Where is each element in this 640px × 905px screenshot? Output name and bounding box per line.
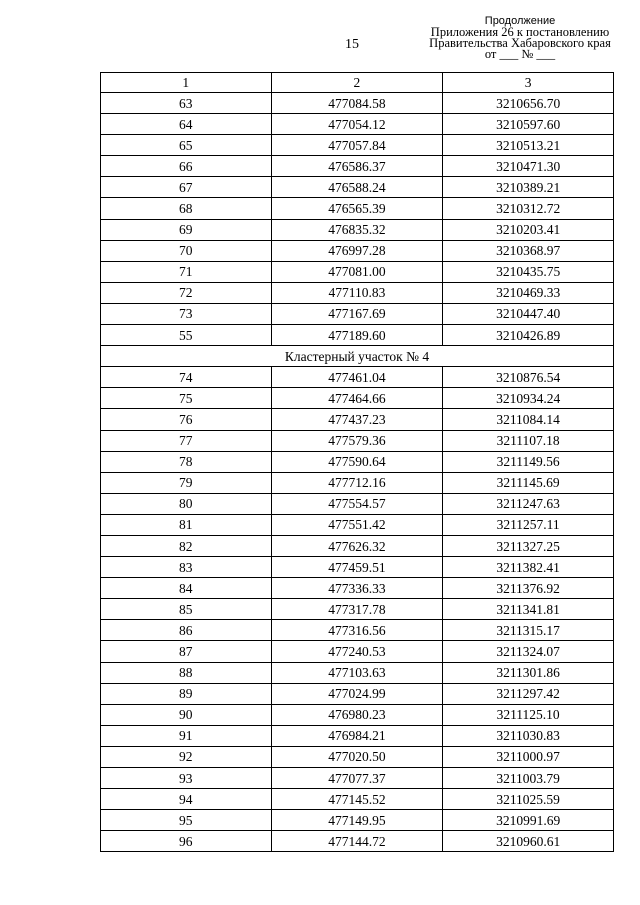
table-row (101, 282, 614, 303)
table-row (101, 493, 614, 514)
x-coordinate-cell: 477054.12 (271, 114, 443, 135)
coordinates-table (100, 72, 614, 852)
point-number-cell: 69 (101, 219, 272, 240)
point-number-cell: 82 (101, 535, 272, 556)
x-coordinate-cell: 477626.32 (271, 535, 443, 556)
x-coordinate-cell: 476835.32 (271, 219, 443, 240)
point-number-cell: 78 (101, 451, 272, 472)
table-row (101, 325, 614, 346)
x-coordinate-cell: 477459.51 (271, 557, 443, 578)
y-coordinate-cell: 3210513.21 (443, 135, 614, 156)
y-coordinate-cell: 3211000.97 (443, 746, 614, 767)
x-coordinate-cell: 477712.16 (271, 472, 443, 493)
table-row (101, 704, 614, 725)
point-number-cell: 75 (101, 388, 272, 409)
table-row (101, 451, 614, 472)
point-number-cell: 88 (101, 662, 272, 683)
x-coordinate-cell: 477057.84 (271, 135, 443, 156)
y-coordinate-cell: 3211324.07 (443, 641, 614, 662)
table-row (101, 261, 614, 282)
point-number-cell: 67 (101, 177, 272, 198)
y-coordinate-cell: 3210389.21 (443, 177, 614, 198)
point-number-cell: 92 (101, 746, 272, 767)
point-number-cell: 64 (101, 114, 272, 135)
y-coordinate-cell: 3210471.30 (443, 156, 614, 177)
x-coordinate-cell: 477554.57 (271, 493, 443, 514)
table-row (101, 303, 614, 324)
y-coordinate-cell: 3211084.14 (443, 409, 614, 430)
table-row (101, 514, 614, 535)
x-coordinate-cell: 477461.04 (271, 367, 443, 388)
header-government-line: Правительства Хабаровского края (429, 36, 611, 50)
x-coordinate-cell: 477167.69 (271, 303, 443, 324)
table-row (101, 768, 614, 789)
table-row (101, 683, 614, 704)
y-coordinate-cell: 3210934.24 (443, 388, 614, 409)
y-coordinate-cell: 3211149.56 (443, 451, 614, 472)
y-coordinate-cell: 3211247.63 (443, 493, 614, 514)
x-coordinate-cell: 477437.23 (271, 409, 443, 430)
header-appendix-line: Приложения 26 к постановлению (430, 25, 610, 39)
x-coordinate-cell: 477189.60 (271, 325, 443, 346)
table-row (101, 789, 614, 810)
y-coordinate-cell: 3211030.83 (443, 725, 614, 746)
point-number-cell: 74 (101, 367, 272, 388)
page-number: 15 (345, 37, 359, 52)
table-row (101, 114, 614, 135)
x-coordinate-cell: 476980.23 (271, 704, 443, 725)
x-coordinate-cell: 477579.36 (271, 430, 443, 451)
header-continuation: Продолжение (484, 15, 556, 27)
column-header: 2 (271, 73, 443, 93)
x-coordinate-cell: 476586.37 (271, 156, 443, 177)
y-coordinate-cell: 3210960.61 (443, 831, 614, 852)
x-coordinate-cell: 477110.83 (271, 282, 443, 303)
table-row (101, 388, 614, 409)
x-coordinate-cell: 477551.42 (271, 514, 443, 535)
x-coordinate-cell: 477024.99 (271, 683, 443, 704)
table-row (101, 156, 614, 177)
x-coordinate-cell: 477081.00 (271, 261, 443, 282)
point-number-cell: 72 (101, 282, 272, 303)
point-number-cell: 77 (101, 430, 272, 451)
x-coordinate-cell: 477084.58 (271, 93, 443, 114)
point-number-cell: 90 (101, 704, 272, 725)
table-row (101, 557, 614, 578)
point-number-cell: 87 (101, 641, 272, 662)
point-number-cell: 79 (101, 472, 272, 493)
point-number-cell: 80 (101, 493, 272, 514)
table-row (101, 599, 614, 620)
x-coordinate-cell: 476565.39 (271, 198, 443, 219)
x-coordinate-cell: 476997.28 (271, 240, 443, 261)
x-coordinate-cell: 477464.66 (271, 388, 443, 409)
y-coordinate-cell: 3210469.33 (443, 282, 614, 303)
table-row (101, 578, 614, 599)
table-row (101, 177, 614, 198)
table-row (101, 219, 614, 240)
point-number-cell: 86 (101, 620, 272, 641)
x-coordinate-cell: 476588.24 (271, 177, 443, 198)
point-number-cell: 68 (101, 198, 272, 219)
point-number-cell: 93 (101, 768, 272, 789)
point-number-cell: 66 (101, 156, 272, 177)
x-coordinate-cell: 477103.63 (271, 662, 443, 683)
section-label: Кластерный участок № 4 (101, 346, 614, 367)
y-coordinate-cell: 3211297.42 (443, 683, 614, 704)
y-coordinate-cell: 3210203.41 (443, 219, 614, 240)
point-number-cell: 76 (101, 409, 272, 430)
y-coordinate-cell: 3211257.11 (443, 514, 614, 535)
table-row (101, 746, 614, 767)
x-coordinate-cell: 477336.33 (271, 578, 443, 599)
y-coordinate-cell: 3211315.17 (443, 620, 614, 641)
y-coordinate-cell: 3210312.72 (443, 198, 614, 219)
table-row (101, 641, 614, 662)
point-number-cell: 55 (101, 325, 272, 346)
table-row (101, 240, 614, 261)
y-coordinate-cell: 3211382.41 (443, 557, 614, 578)
table-row (101, 472, 614, 493)
point-number-cell: 85 (101, 599, 272, 620)
table-row (101, 93, 614, 114)
y-coordinate-cell: 3211301.86 (443, 662, 614, 683)
appendix-header (405, 16, 635, 60)
x-coordinate-cell: 477144.72 (271, 831, 443, 852)
x-coordinate-cell: 477316.56 (271, 620, 443, 641)
x-coordinate-cell: 476984.21 (271, 725, 443, 746)
table-row (101, 725, 614, 746)
point-number-cell: 70 (101, 240, 272, 261)
table-row (101, 430, 614, 451)
x-coordinate-cell: 477149.95 (271, 810, 443, 831)
y-coordinate-cell: 3210368.97 (443, 240, 614, 261)
point-number-cell: 94 (101, 789, 272, 810)
x-coordinate-cell: 477240.53 (271, 641, 443, 662)
y-coordinate-cell: 3211025.59 (443, 789, 614, 810)
table-row (101, 198, 614, 219)
table-row (101, 831, 614, 852)
y-coordinate-cell: 3210426.89 (443, 325, 614, 346)
table-row (101, 135, 614, 156)
point-number-cell: 63 (101, 93, 272, 114)
y-coordinate-cell: 3211341.81 (443, 599, 614, 620)
x-coordinate-cell: 477077.37 (271, 768, 443, 789)
point-number-cell: 95 (101, 810, 272, 831)
table-header-row (101, 73, 614, 93)
point-number-cell: 89 (101, 683, 272, 704)
y-coordinate-cell: 3210447.40 (443, 303, 614, 324)
y-coordinate-cell: 3211376.92 (443, 578, 614, 599)
table-body (101, 93, 614, 852)
y-coordinate-cell: 3211145.69 (443, 472, 614, 493)
x-coordinate-cell: 477020.50 (271, 746, 443, 767)
point-number-cell: 84 (101, 578, 272, 599)
y-coordinate-cell: 3211003.79 (443, 768, 614, 789)
table-row (101, 620, 614, 641)
table-row (101, 535, 614, 556)
point-number-cell: 81 (101, 514, 272, 535)
table-row (101, 367, 614, 388)
table-row (101, 810, 614, 831)
point-number-cell: 71 (101, 261, 272, 282)
section-row (101, 346, 614, 367)
point-number-cell: 91 (101, 725, 272, 746)
table-row (101, 662, 614, 683)
point-number-cell: 96 (101, 831, 272, 852)
point-number-cell: 65 (101, 135, 272, 156)
y-coordinate-cell: 3211327.25 (443, 535, 614, 556)
point-number-cell: 73 (101, 303, 272, 324)
y-coordinate-cell: 3211125.10 (443, 704, 614, 725)
x-coordinate-cell: 477145.52 (271, 789, 443, 810)
column-header: 3 (443, 73, 614, 93)
y-coordinate-cell: 3211107.18 (443, 430, 614, 451)
table-row (101, 409, 614, 430)
x-coordinate-cell: 477590.64 (271, 451, 443, 472)
y-coordinate-cell: 3210991.69 (443, 810, 614, 831)
y-coordinate-cell: 3210435.75 (443, 261, 614, 282)
point-number-cell: 83 (101, 557, 272, 578)
x-coordinate-cell: 477317.78 (271, 599, 443, 620)
y-coordinate-cell: 3210876.54 (443, 367, 614, 388)
header-date-number-line: от ___ № ___ (484, 47, 556, 61)
y-coordinate-cell: 3210656.70 (443, 93, 614, 114)
column-header: 1 (101, 73, 272, 93)
y-coordinate-cell: 3210597.60 (443, 114, 614, 135)
